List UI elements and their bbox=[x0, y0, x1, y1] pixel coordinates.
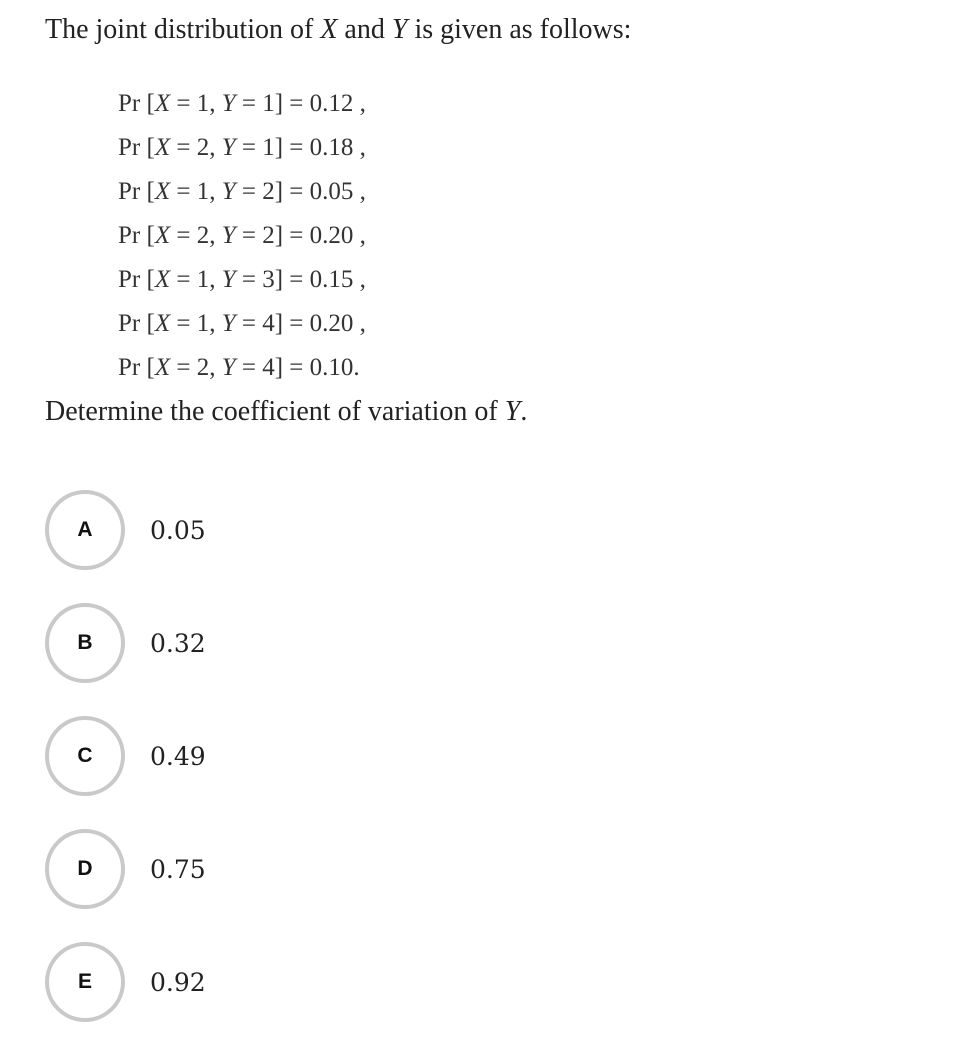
option-value[interactable]: 0.49 bbox=[150, 741, 206, 771]
option-value[interactable]: 0.92 bbox=[150, 967, 206, 997]
probability-equation: Pr [X = 2, Y = 1] = 0.18 , bbox=[118, 134, 366, 161]
question-prompt bbox=[45, 394, 527, 430]
probability-equation: Pr [X = 2, Y = 4] = 0.10. bbox=[118, 354, 360, 381]
option-value[interactable]: 0.05 bbox=[150, 515, 206, 545]
answer-option-c[interactable] bbox=[45, 716, 206, 796]
option-letter-badge[interactable]: D bbox=[45, 829, 125, 909]
intro-prefix: The joint distribution of bbox=[45, 14, 321, 45]
answer-options bbox=[45, 490, 206, 1048]
question-prefix: Determine the coefficient of variation of bbox=[45, 396, 505, 427]
option-letter-badge[interactable]: E bbox=[45, 942, 125, 1022]
probability-equation: Pr [X = 1, Y = 4] = 0.20 , bbox=[118, 310, 366, 337]
question-suffix: . bbox=[520, 396, 528, 427]
question-var: Y bbox=[504, 396, 521, 427]
probability-list bbox=[118, 82, 366, 390]
answer-option-a[interactable] bbox=[45, 490, 206, 570]
probability-equation: Pr [X = 2, Y = 2] = 0.20 , bbox=[118, 222, 366, 249]
option-letter-badge[interactable]: B bbox=[45, 603, 125, 683]
intro-var-x: X bbox=[320, 14, 338, 45]
intro-suffix: is given as follows: bbox=[407, 14, 632, 45]
option-value[interactable]: 0.32 bbox=[150, 628, 206, 658]
option-letter-badge[interactable]: A bbox=[45, 490, 125, 570]
probability-equation: Pr [X = 1, Y = 2] = 0.05 , bbox=[118, 178, 366, 205]
answer-option-b[interactable] bbox=[45, 603, 206, 683]
answer-option-d[interactable] bbox=[45, 829, 206, 909]
question-intro bbox=[45, 12, 631, 48]
probability-equation: Pr [X = 1, Y = 3] = 0.15 , bbox=[118, 266, 366, 293]
option-letter-badge[interactable]: C bbox=[45, 716, 125, 796]
answer-option-e[interactable] bbox=[45, 942, 206, 1022]
intro-var-y: Y bbox=[391, 14, 408, 45]
option-value[interactable]: 0.75 bbox=[150, 854, 206, 884]
intro-middle: and bbox=[337, 14, 392, 45]
probability-equation: Pr [X = 1, Y = 1] = 0.12 , bbox=[118, 90, 366, 117]
